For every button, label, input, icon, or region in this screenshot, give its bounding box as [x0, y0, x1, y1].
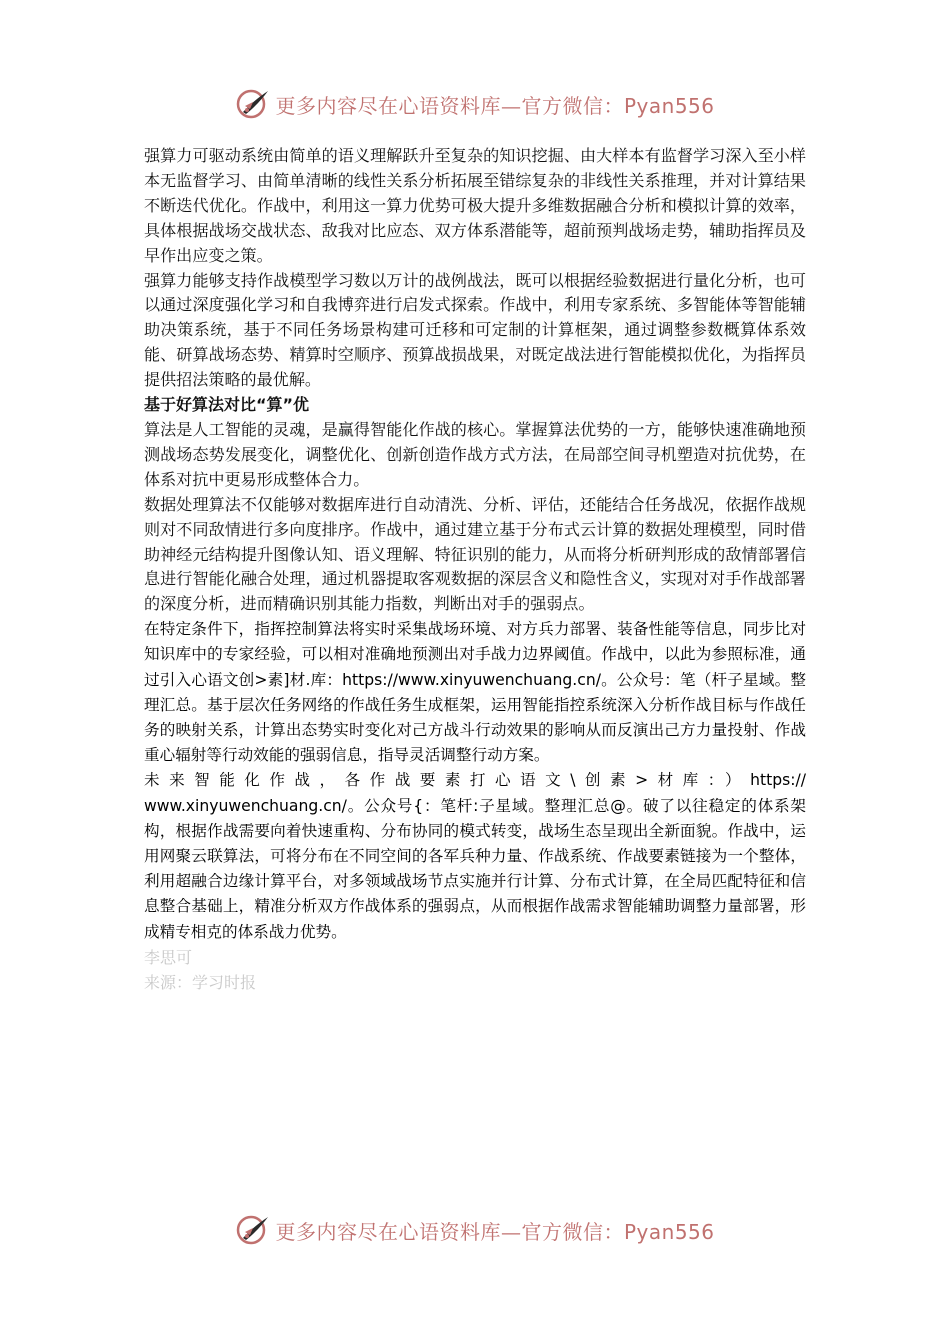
article-body	[144, 144, 806, 995]
source: 来源：学习时报	[144, 972, 257, 992]
paragraph: www.xinyuwenchuang.cn/。公众号{：笔杆:子星域。整理汇总@。破了以往稳定的体系架构，根据作战需要向着快速重构、分布协同的模式转变，战场生态呈现出全新面貌。作战中，运用网聚云联算法，可将分布在不同空间的各军兵种力量、作战系统、作战要素链接为一个整体，利用超融合边缘计算平台，对多领域战场节点实施并行计算、分布式计算，在全局匹配特征和信息整合基础上，精准分析双方作战体系的强弱点，从而根据作战需求智能辅助调整力量部署，形成精专相克的体系战力优势。	[144, 796, 806, 941]
author: 李思可	[144, 947, 193, 967]
wechat-id: Pyan556	[623, 93, 715, 118]
banner-text: 更多内容尽在心语资料库—官方微信：Pyan556	[275, 93, 715, 118]
paragraph: 强算力能够支持作战模型学习数以万计的战例战法，既可以根据经验数据进行量化分析，也可以通过深度强化学习和自我博弈进行启发式探索。作战中，利用专家系统、多智能体等智能辅助决策系统，基于不同任务场景构建可迁移和可定制的计算框架，通过调整参数概算体系效能、研算战场态势、精算时空顺序、预算战损战果，对既定战法进行智能模拟优化，为指挥员提供招法策略的最优解。	[144, 270, 806, 390]
footer-banner	[0, 1210, 950, 1250]
paragraph-spread-line: 未来智能化作战，各作战要素打心语文\创素>材库：）https://	[144, 771, 806, 790]
banner-text: 更多内容尽在心语资料库—官方微信：Pyan556	[275, 1219, 715, 1244]
paragraph: 强算力可驱动系统由简单的语义理解跃升至复杂的知识挖掘、由大样本有监督学习深入至小样本无监督学习、由简单清晰的线性关系分析拓展至错综复杂的非线性关系推理，并对计算结果不断迭代优化。作战中，利用这一算力优势可极大提升多维数据融合分析和模拟计算的效率，具体根据战场交战状态、敌我对比应态、双方体系潜能等，超前预判战场走势，辅助指挥员及早作出应变之策。	[144, 146, 806, 265]
paragraph: 数据处理算法不仅能够对数据库进行自动清洗、分析、评估，还能结合任务战况，依据作战规则对不同敌情进行多向度排序。作战中，通过建立基于分布式云计算的数据处理模型，同时借助神经元结构提升图像认知、语义理解、特征识别的能力，从而将分析研判形成的敌情部署信息进行智能化融合处理，通过机器提取客观数据的深层含义和隐性含义，实现对对手作战部署的深度分析，进而精确识别其能力指数，判断出对手的强弱点。	[144, 494, 806, 614]
paragraph: 算法是人工智能的灵魂，是赢得智能化作战的核心。掌握算法优势的一方，能够快速准确地预测战场态势发展变化，调整优化、创新创造作战方式方法，在局部空间寻机塑造对抗优势，在体系对抗中更易形成整体合力。	[144, 419, 806, 489]
paragraph: 在特定条件下，指挥控制算法将实时采集战场环境、对方兵力部署、装备性能等信息，同步比对知识库中的专家经验，可以相对准确地预测出对手战力边界阈值。作战中，以此为参照标准，通过引入心语文创>素]材.库：https://www.xinyuwenchuang.cn/。公众号：笔（杆子星域。整理汇总。基于层次任务网络的作战任务生成框架，运用智能指控系统深入分析作战目标与作战任务的映射关系，计算出态势实时变化对己方战斗行动效果的影响从而反演出己方力量投射、作战重心辐射等行动效能的强弱信息，指导灵活调整行动方案。	[144, 620, 806, 765]
section-heading: 基于好算法对比“算”优	[144, 395, 310, 415]
quill-pen-seal-icon	[235, 1212, 271, 1248]
wechat-id: Pyan556	[623, 1219, 715, 1244]
quill-pen-seal-icon	[235, 86, 271, 122]
header-banner	[0, 84, 950, 124]
